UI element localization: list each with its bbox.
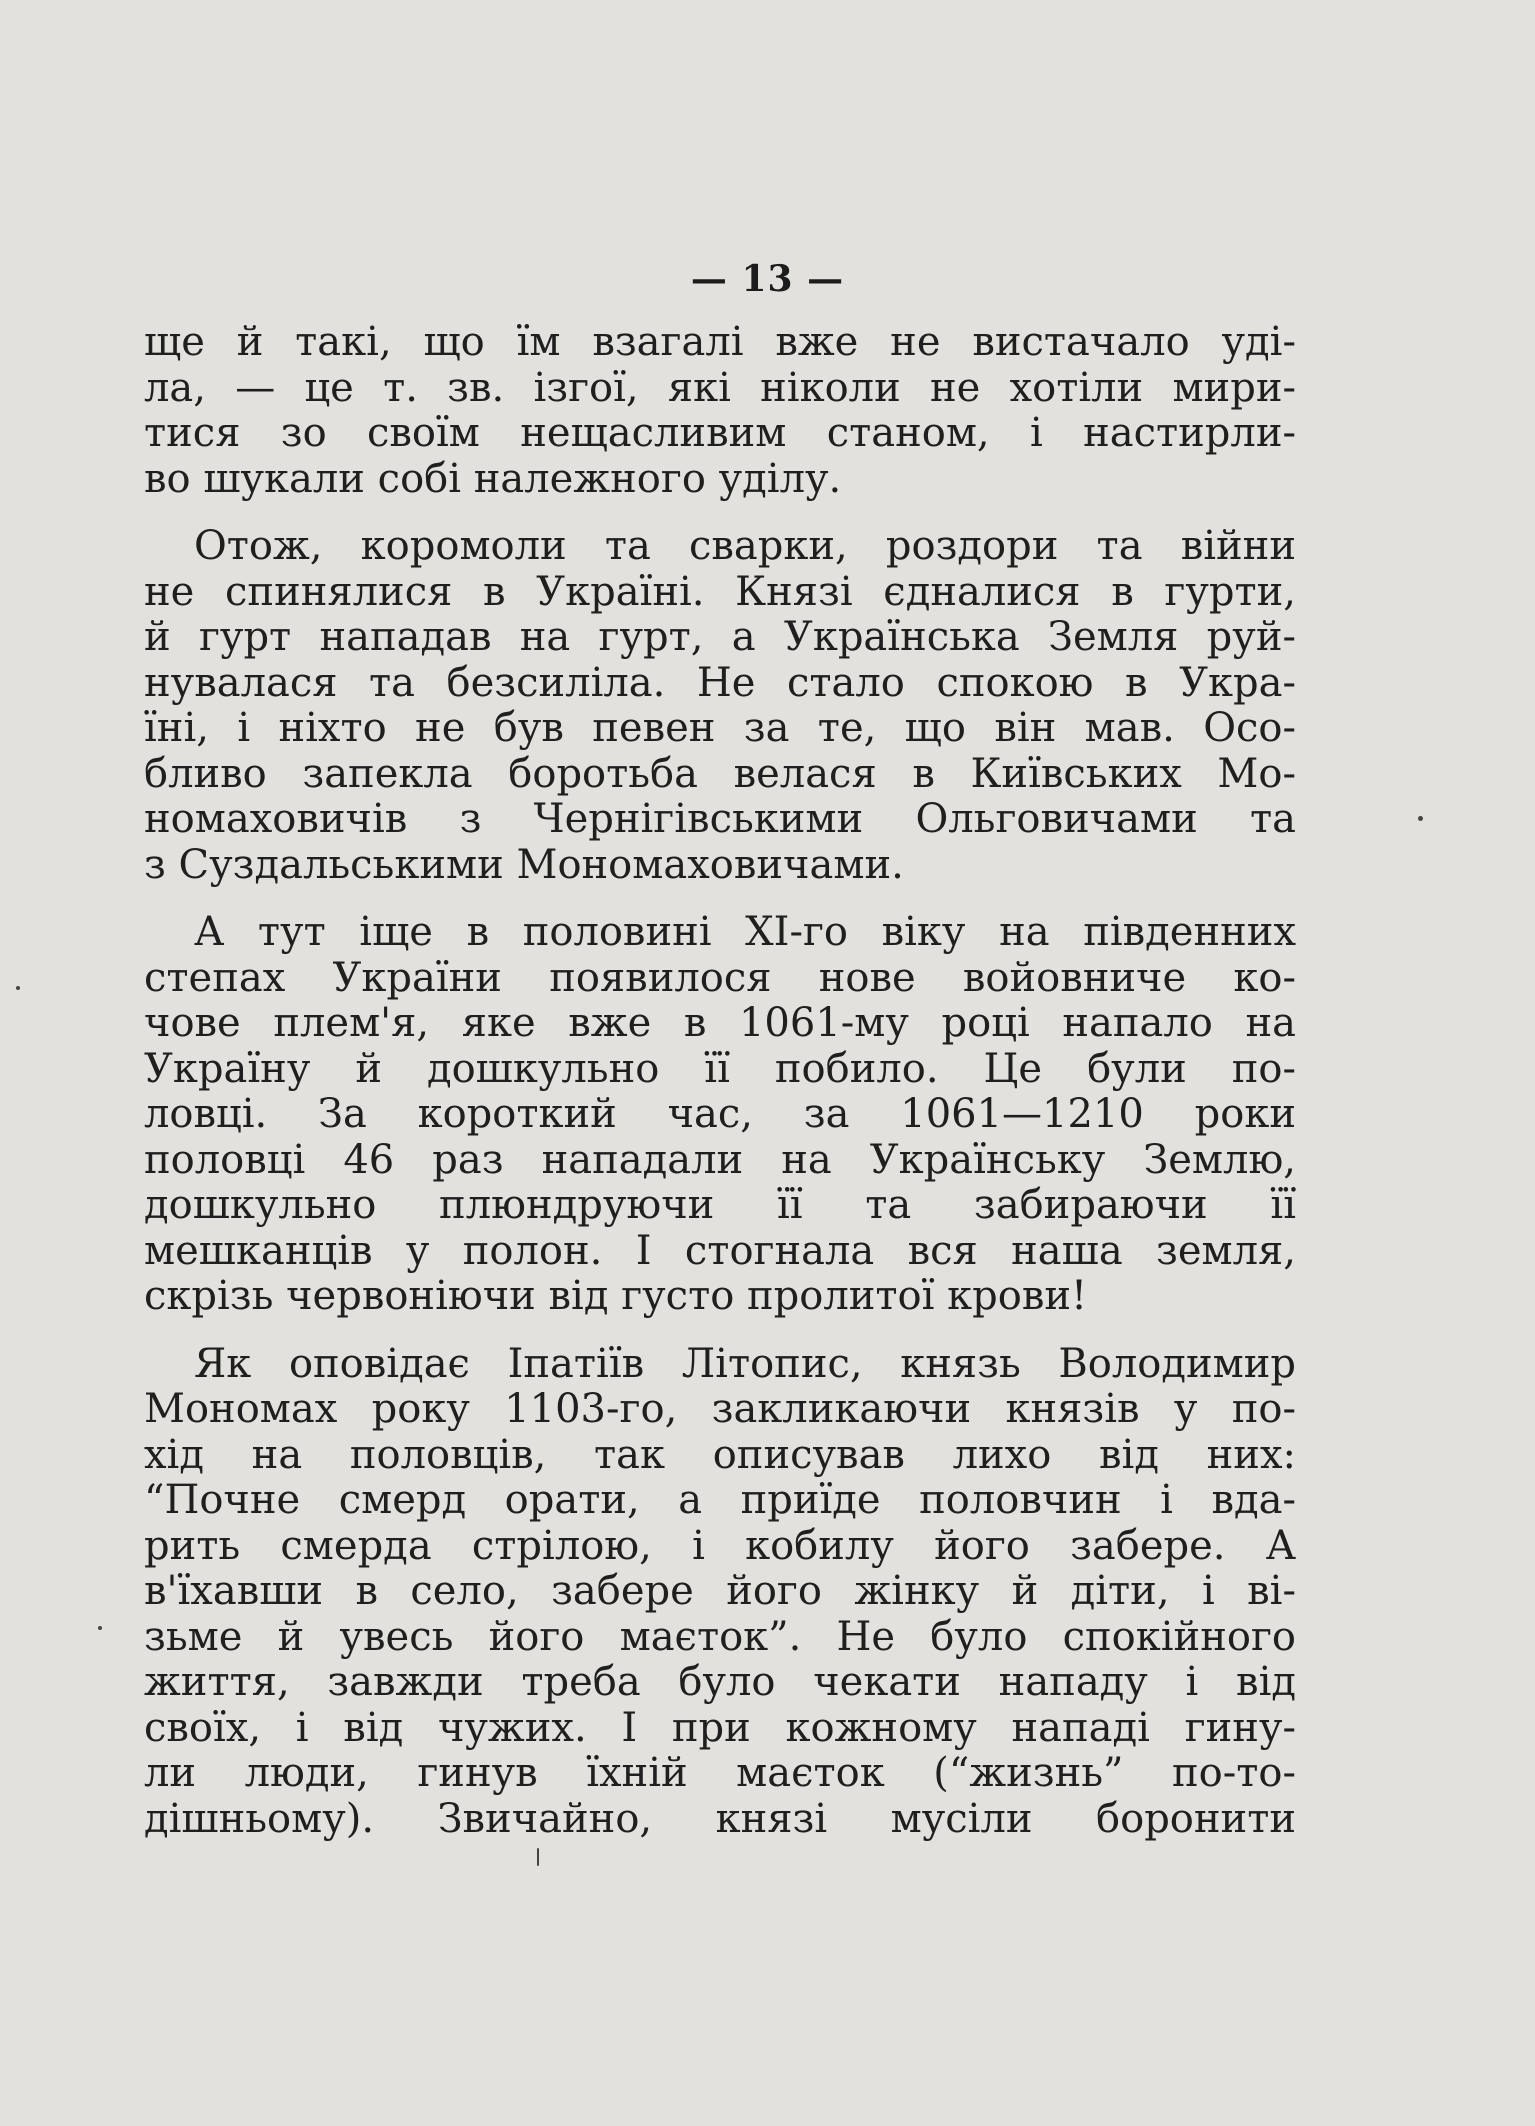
scan-speck bbox=[16, 986, 20, 990]
text-line: “Почне смерд орати, а приїде половчин і вда- bbox=[144, 1477, 1296, 1523]
text-line: й гурт нападав на гурт, а Українська Земля руй- bbox=[144, 614, 1296, 660]
text-line: дошкульно плюндруючи її та забираючи її bbox=[144, 1182, 1296, 1228]
text-line: з Суздальськими Мономаховичами. bbox=[144, 841, 904, 888]
text-line: тися зо своїм нещасливим станом, і настирли- bbox=[144, 410, 1296, 456]
text-line: життя, завжди треба було чекати нападу і від bbox=[144, 1659, 1296, 1705]
text-line: не спинялися в Україні. Князі єдналися в гурти, bbox=[144, 568, 1296, 615]
text-line: їні, і ніхто не був певен за те, що він мав. Осо- bbox=[144, 705, 1296, 751]
text-line: половці 46 раз нападали на Українську Землю, bbox=[144, 1136, 1296, 1183]
text-line: ще й такі, що їм взагалі вже не вистачало уді- bbox=[144, 319, 1296, 365]
paragraph-3 bbox=[144, 910, 1296, 1320]
scan-speck bbox=[1418, 816, 1423, 821]
text-line: Отож, коромоли та сварки, роздори та війни bbox=[194, 523, 1296, 569]
scan-speck bbox=[98, 1626, 102, 1630]
text-line: в'їхавши в село, забере його жінку й діти, і ві- bbox=[144, 1568, 1296, 1614]
text-line: Україну й дошкульно її побило. Це були по- bbox=[144, 1045, 1296, 1092]
text-line: ли люди, гинув їхній маєток (“жизнь” по-то- bbox=[144, 1750, 1296, 1796]
paragraph-1 bbox=[144, 320, 1296, 502]
text-line: степах України появилося нове войовниче ко- bbox=[144, 954, 1296, 1001]
page-number: — 13 — bbox=[690, 258, 845, 300]
scan-speck bbox=[537, 1848, 539, 1866]
text-line: чове плем'я, яке вже в 1061-му році напало на bbox=[144, 1000, 1296, 1046]
paragraph-2 bbox=[144, 524, 1296, 888]
paragraph-4 bbox=[144, 1342, 1296, 1843]
text-line: нувалася та безсиліла. Не стало спокою в Укра- bbox=[144, 659, 1296, 706]
text-line: скрізь червоніючи від густо пролитої крови! bbox=[144, 1273, 1088, 1319]
text-line: бливо запекла боротьба велася в Київських Мо- bbox=[144, 750, 1296, 797]
text-line: хід на половців, так описував лихо від них: bbox=[144, 1431, 1296, 1478]
text-line: зьме й увесь його маєток”. Не було спокійного bbox=[144, 1613, 1296, 1660]
text-line: ловці. За короткий час, за 1061—1210 роки bbox=[144, 1091, 1296, 1137]
text-line: своїх, і від чужих. І при кожному нападі гину- bbox=[144, 1704, 1296, 1751]
text-line: рить смерда стрілою, і кобилу його забере. А bbox=[144, 1522, 1296, 1569]
text-line: Мономах року 1103-го, закликаючи князів у по- bbox=[144, 1386, 1296, 1432]
text-line: ла, — це т. зв. ізгої, які ніколи не хотіли мири- bbox=[144, 364, 1296, 411]
text-line: дішньому). Звичайно, князі мусіли боронити bbox=[144, 1795, 1296, 1842]
body-text bbox=[144, 320, 1296, 1842]
text-line: номаховичів з Чернігівськими Ольговичами та bbox=[144, 796, 1296, 842]
text-line: Як оповідає Іпатіїв Літопис, князь Володимир bbox=[194, 1340, 1296, 1387]
text-line: А тут іще в половині ХІ-го віку на південних bbox=[194, 909, 1296, 955]
text-line: во шукали собі належного уділу. bbox=[144, 455, 842, 502]
text-line: мешканців у полон. І стогнала вся наша земля, bbox=[144, 1227, 1296, 1274]
